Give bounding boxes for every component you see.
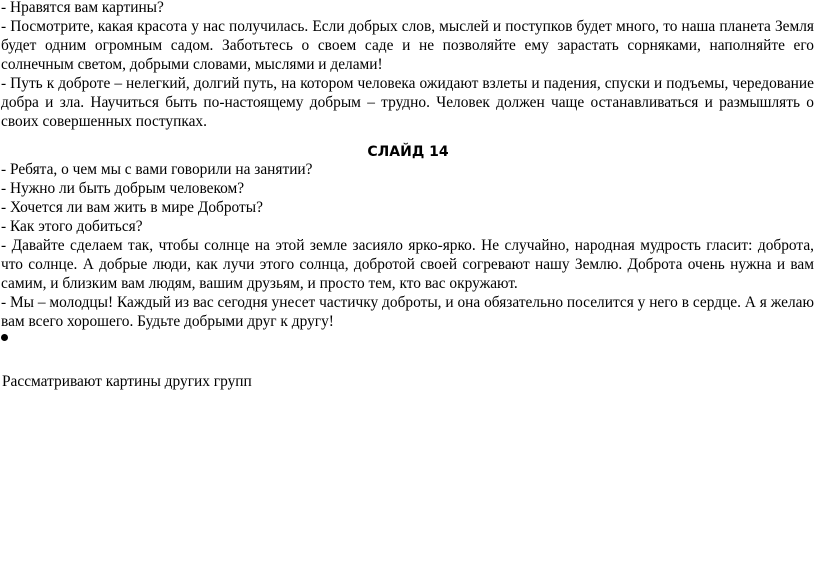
slide-line-how: - Как этого добиться? — [1, 218, 143, 235]
bullet-marker — [1, 330, 8, 344]
slide-line-kindness: - Нужно ли быть добрым человеком? — [1, 180, 245, 197]
slide-line-world: - Хочется ли вам жить в мире Доброты? — [1, 199, 263, 216]
intro-paragraph-garden: - Посмотрите, какая красота у нас получилась. Если добрых слов, мыслей и поступков будет много, то наша планета Земля будет одним огромным садом. Заботьтесь о своем саде и не позволяйте ему зарастать сорняками, наполняйте его солнечным светом, добрыми словами, мыслями и делами! — [1, 18, 814, 73]
footer-text: Рассматривают картины других групп — [2, 373, 252, 390]
bullet-dot-icon — [1, 334, 8, 341]
intro-paragraph-path: - Путь к доброте – нелегкий, долгий путь, на котором человека ожидают взлеты и падения, спуски и подъемы, чередование добра и зла. Научиться быть по-настоящему добрым – трудно. Человек должен чаще останавливаться и размышлять о своих совершенных поступках. — [1, 75, 814, 130]
slide-section — [0, 160, 815, 331]
slide-heading-text: СЛАЙД 14 — [367, 144, 449, 160]
slide-paragraph-sun: - Давайте сделаем так, чтобы солнце на этой земле засияло ярко-ярко. Не случайно, народная мудрость гласит: доброта, что солнце. А добрые люди, как лучи этого солнца, добротой своей согревают нашу Землю. Доброта очень нужна и вам самим, и близким вам людям, вашим друзьям, и просто тем, кто вас окружают. — [1, 237, 814, 292]
intro-section — [0, 0, 815, 131]
intro-line-question: - Нравятся вам картины? — [1, 0, 164, 16]
footer-section — [1, 372, 816, 391]
slide-line-topic: - Ребята, о чем мы с вами говорили на занятии? — [1, 161, 313, 178]
slide-paragraph-wish: - Мы – молодцы! Каждый из вас сегодня унесет частичку доброты, и она обязательно поселится у него в сердце. А я желаю вам всего хорошего. Будьте добрыми друг к другу! — [1, 294, 814, 330]
